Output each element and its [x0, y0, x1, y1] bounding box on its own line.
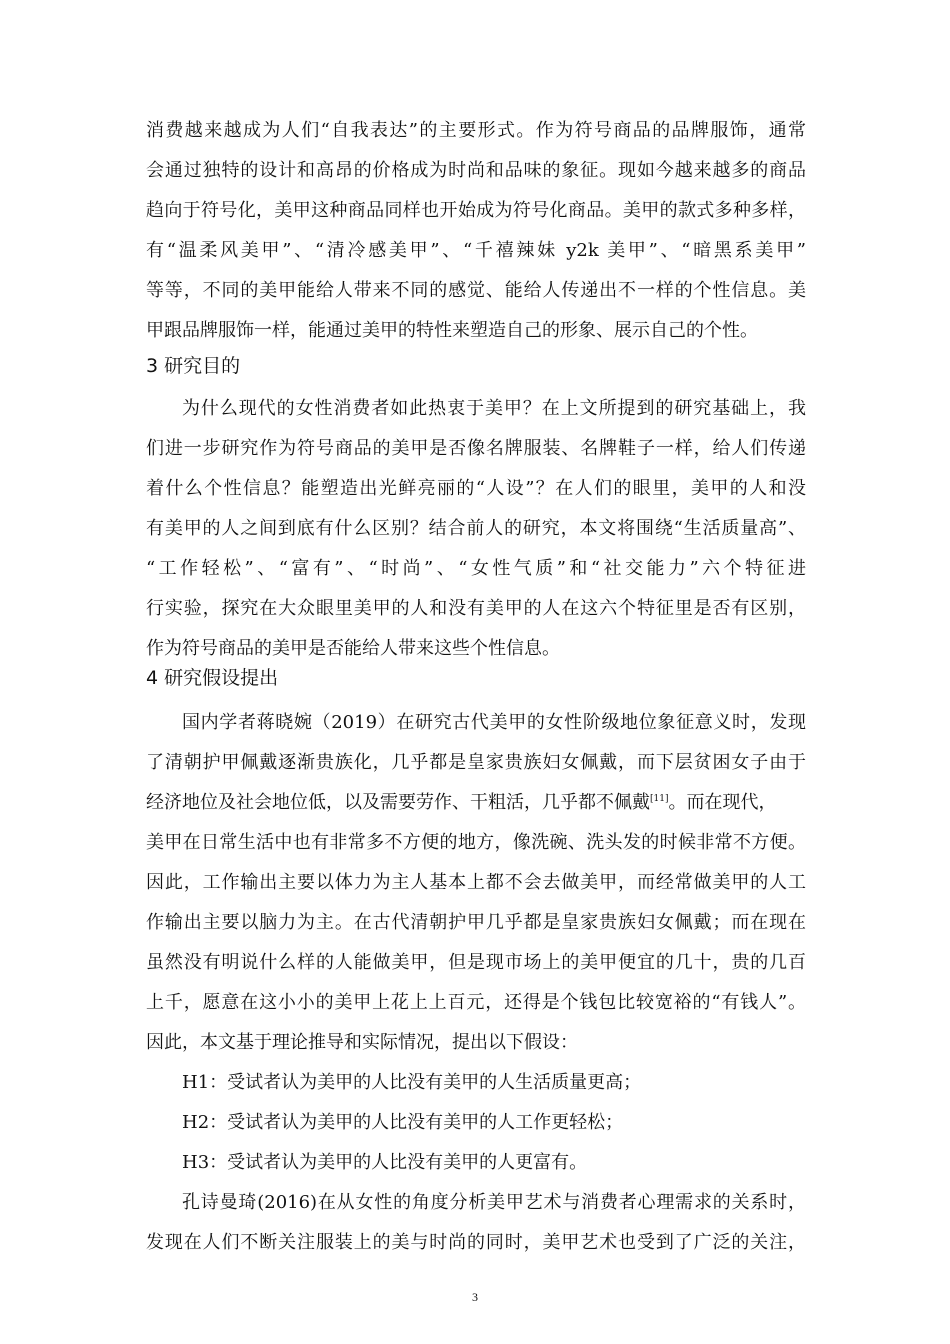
hypothesis-item: H1：受试者认为美甲的人比没有美甲的人生活质量更高； — [182, 1072, 642, 1093]
paragraph-line: 会通过独特的设计和高昂的价格成为时尚和品味的象征。现如今越来越多的商品 — [146, 160, 806, 181]
paragraph-line: 等等，不同的美甲能给人带来不同的感觉、能给人传递出不一样的个性信息。美 — [146, 280, 806, 301]
paragraph-line: 上千，愿意在这小小的美甲上花上上百元，还得是个钱包比较宽裕的“有钱人”。 — [146, 992, 806, 1013]
paragraph-line: 了清朝护甲佩戴逐渐贵族化，几乎都是皇家贵族妇女佩戴，而下层贫困女子由于 — [146, 752, 806, 773]
paragraph-line: 甲跟品牌服饰一样，能通过美甲的特性来塑造自己的形象、展示自己的个性。 — [146, 320, 758, 341]
paragraph-line: 国内学者蒋晓婉（2019）在研究古代美甲的女性阶级地位象征意义时，发现 — [182, 712, 806, 733]
hypothesis-item: H3：受试者认为美甲的人比没有美甲的人更富有。 — [182, 1152, 588, 1173]
paragraph-line: 发现在人们不断关注服装上的美与时尚的同时，美甲艺术也受到了广泛的关注， — [146, 1232, 806, 1253]
paragraph-line: 作输出主要以脑力为主。在古代清朝护甲几乎都是皇家贵族妇女佩戴；而在现在 — [146, 912, 806, 933]
paragraph-line: 有美甲的人之间到底有什么区别？结合前人的研究，本文将围绕“生活质量高”、 — [146, 518, 806, 539]
paragraph-line: 因此，工作输出主要以体力为主人基本上都不会去做美甲，而经常做美甲的人工 — [146, 872, 806, 893]
paragraph-line: 有“温柔风美甲”、“清冷感美甲”、“千禧辣妹 y2k 美甲”、“暗黑系美甲” — [146, 240, 806, 261]
paragraph-line: 们进一步研究作为符号商品的美甲是否像名牌服装、名牌鞋子一样，给人们传递 — [146, 438, 806, 459]
paragraph-line-with-citation — [146, 786, 806, 820]
paragraph-line: 着什么个性信息？能塑造出光鲜亮丽的“人设”？在人们的眼里，美甲的人和没 — [146, 478, 806, 499]
paragraph-line: 消费越来越成为人们“自我表达”的主要形式。作为符号商品的品牌服饰，通常 — [146, 120, 806, 141]
paragraph-text: 经济地位及社会地位低，以及需要劳作、干粗活，几乎都不佩戴 — [146, 792, 650, 813]
citation-marker: [11] — [650, 794, 669, 804]
paragraph-text: 。而在现代， — [668, 792, 777, 813]
section-heading: 4 研究假设提出 — [146, 667, 279, 689]
hypothesis-item: H2：受试者认为美甲的人比没有美甲的人工作更轻松； — [182, 1112, 624, 1133]
paragraph-line: 美甲在日常生活中也有非常多不方便的地方，像洗碗、洗头发的时候非常不方便。 — [146, 832, 806, 853]
paragraph-line: “工作轻松”、“富有”、“时尚”、“女性气质”和“社交能力”六个特征进 — [146, 558, 806, 579]
paragraph-line: 虽然没有明说什么样的人能做美甲，但是现市场上的美甲便宜的几十，贵的几百 — [146, 952, 806, 973]
paragraph-line: 作为符号商品的美甲是否能给人带来这些个性信息。 — [146, 638, 560, 659]
page-number: 3 — [472, 1290, 478, 1304]
paragraph-line: 趋向于符号化，美甲这种商品同样也开始成为符号化商品。美甲的款式多种多样， — [146, 200, 806, 221]
paragraph-line: 孔诗曼琦(2016)在从女性的角度分析美甲艺术与消费者心理需求的关系时， — [182, 1192, 806, 1213]
paragraph-line: 行实验，探究在大众眼里美甲的人和没有美甲的人在这六个特征里是否有区别， — [146, 598, 806, 619]
paragraph-line: 为什么现代的女性消费者如此热衷于美甲？在上文所提到的研究基础上，我 — [182, 398, 806, 419]
paragraph-line: 因此，本文基于理论推导和实际情况，提出以下假设： — [146, 1032, 578, 1053]
section-heading: 3 研究目的 — [146, 355, 241, 377]
